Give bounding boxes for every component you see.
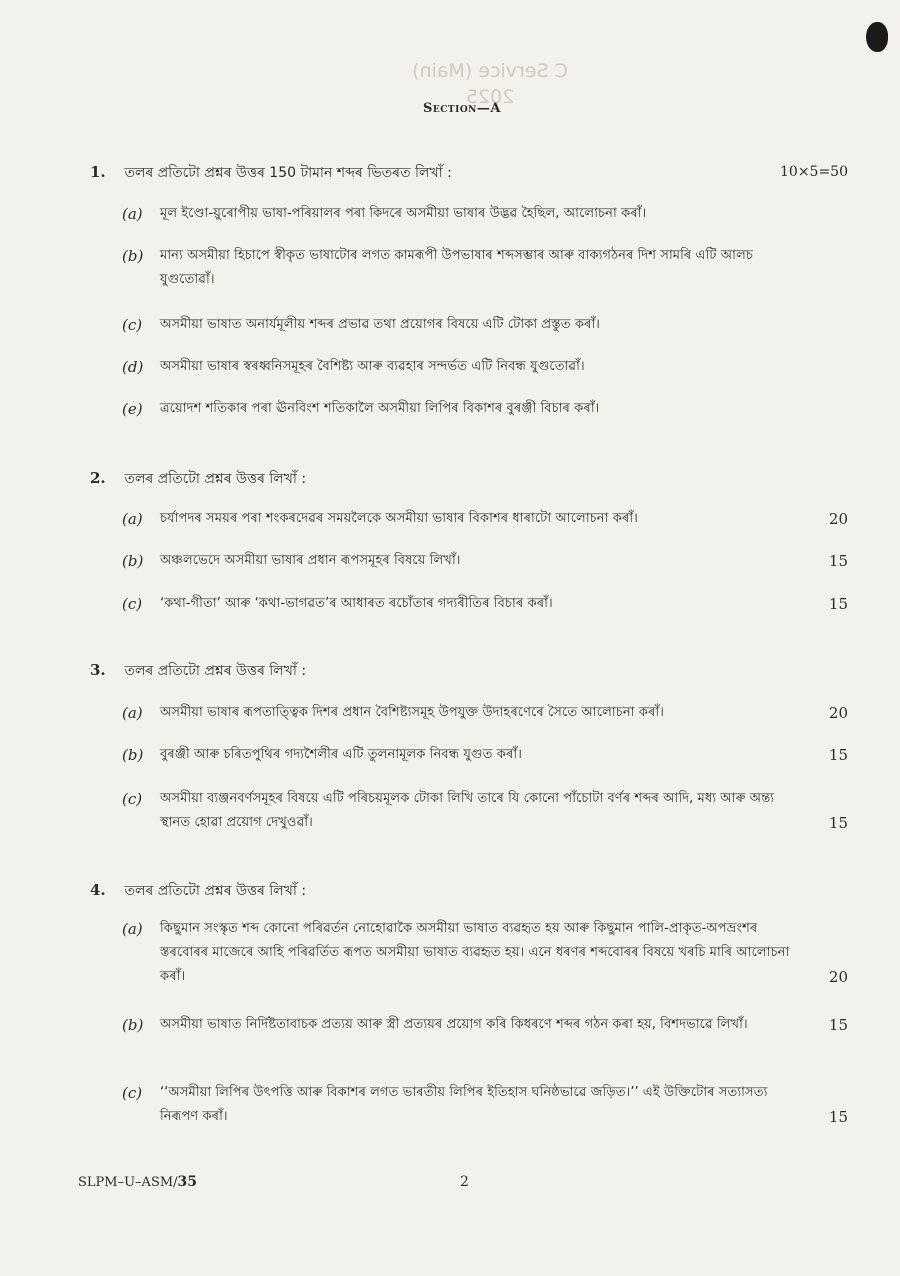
- part-marks: 20: [828, 968, 848, 986]
- question-number: 3.: [90, 661, 106, 679]
- part-text: অসমীয়া ভাষাৰ ৰূপতাত্ত্বিক দিশৰ প্ৰধান বৈশিষ্ট্যসমূহ উপযুক্ত উদাহৰণেৰে সৈতে আলোচনা কৰাঁ।: [160, 705, 664, 720]
- question-4-header: [90, 880, 850, 900]
- question-number: 2.: [90, 469, 106, 487]
- question-4-part-a: [122, 917, 850, 989]
- paper-code: [78, 1174, 197, 1190]
- watermark-line-2: 2025: [465, 86, 515, 108]
- question-1-part-c: [122, 313, 850, 337]
- part-text: অসমীয়া ব্যঞ্জনবৰ্ণসমূহৰ বিষয়ে এটি পৰিচয়মূলক টোকা লিখি তাৰে যি কোনো পাঁচোটা বৰ্ণৰ শব্দৰ আদি, মধ্য আৰু অন্ত্য স্থানত হোৱা প্ৰয়োগ দেখুওৱাঁ।: [160, 791, 775, 830]
- part-text: কিছুমান সংস্কৃত শব্দ কোনো পৰিৱৰ্তন নোহোৱাকৈ অসমীয়া ভাষাত ব্যৱহৃত হয় আৰু কিছুমান পালি-প্ৰাকৃত-অপভ্ৰংশৰ স্তৰবোৰৰ মাজেৰে আহি পৰিৱৰ্তিত ৰূপত অসমীয়া ভাষাত ব্যৱহৃত হয়। এনে ধৰণৰ শব্দবোৰৰ বিষয়ে খৰচি মাৰি আলোচনা কৰাঁ।: [160, 921, 790, 984]
- question-number: 1.: [90, 163, 106, 181]
- part-label: (b): [122, 1016, 144, 1034]
- part-marks: 15: [828, 746, 848, 764]
- ink-blot-mark: [866, 22, 888, 52]
- part-text: মান্য অসমীয়া হিচাপে স্বীকৃত ভাষাটোৰ লগত কামৰূপী উপভাষাৰ শব্দসম্ভাৰ আৰু বাক্যগঠনৰ দিশ সামৰি এটি আলচ যুগুতোৱাঁ।: [160, 248, 754, 287]
- part-text: অসমীয়া ভাষাত নিৰ্দিষ্টতাবাচক প্ৰত্যয় আৰু স্ত্ৰী প্ৰত্যয়ৰ প্ৰয়োগ কৰি কিধৰণে শব্দৰ গঠন কৰা হয়, বিশদভাৱে লিখাঁ।: [160, 1017, 748, 1032]
- part-marks: 15: [828, 595, 848, 613]
- paper-code-number: 35: [177, 1174, 198, 1190]
- part-text: ‘‘অসমীয়া লিপিৰ উৎপত্তি আৰু বিকাশৰ লগত ভাৰতীয় লিপিৰ ইতিহাস ঘনিষ্ঠভাৱে জড়িত।’’ এই উক্তিটোৰ সত্যাসত্য নিৰূপণ কৰাঁ।: [160, 1085, 768, 1124]
- question-4-part-c: [122, 1081, 850, 1129]
- question-4-part-b: [122, 1013, 850, 1037]
- part-label: (a): [122, 510, 143, 528]
- question-3-part-b: [122, 743, 850, 767]
- part-label: (b): [122, 746, 144, 764]
- section-title: Section—A: [423, 101, 501, 116]
- part-text: অসমীয়া ভাষাৰ স্বৰধ্বনিসমূহৰ বৈশিষ্ট্য আৰু ব্যৱহাৰ সন্দৰ্ভত এটি নিবন্ধ যুগুতোৱাঁ।: [160, 359, 585, 374]
- part-text: মূল ইণ্ডো-য়ুৰোপীয় ভাষা-পৰিয়ালৰ পৰা কিদৰে অসমীয়া ভাষাৰ উদ্ভৱ হৈছিল, আলোচনা কৰাঁ।: [160, 206, 647, 221]
- question-2-header: [90, 468, 850, 488]
- question-1-header: [90, 162, 850, 182]
- part-marks: 15: [828, 814, 848, 832]
- paper-code-prefix: SLPM–U–ASM/: [78, 1175, 178, 1190]
- question-1-part-d: [122, 355, 850, 379]
- part-text: ‘কথা-গীতা’ আৰু ‘কথা-ভাগৱত’ৰ আধাৰত ৰচোঁতাৰ গদ্যৰীতিৰ বিচাৰ কৰাঁ।: [160, 596, 553, 611]
- part-label: (a): [122, 704, 143, 722]
- question-instruction: তলৰ প্ৰতিটো প্ৰশ্নৰ উত্তৰ লিখাঁ :: [124, 663, 307, 679]
- part-label: (c): [122, 316, 143, 334]
- question-instruction: তলৰ প্ৰতিটো প্ৰশ্নৰ উত্তৰ লিখাঁ :: [124, 883, 307, 899]
- question-3-part-a: [122, 701, 850, 725]
- part-marks: 20: [828, 510, 848, 528]
- part-marks: 15: [828, 1016, 848, 1034]
- watermark-line-1: C Service (Main): [412, 60, 568, 82]
- part-text: বুৰঞ্জী আৰু চৰিতপুথিৰ গদ্যশৈলীৰ এটি তুলনামূলক নিবন্ধ যুগুত কৰাঁ।: [160, 747, 522, 762]
- part-label: (a): [122, 920, 143, 938]
- question-1-part-b: [122, 244, 850, 292]
- question-1-part-a: [122, 202, 850, 226]
- part-text: অঞ্চলভেদে অসমীয়া ভাষাৰ প্ৰধান ৰূপসমূহৰ বিষয়ে লিখাঁ।: [160, 553, 461, 568]
- part-marks: 15: [828, 1108, 848, 1126]
- part-label: (c): [122, 595, 143, 613]
- part-text: অসমীয়া ভাষাত অনাৰ্যমূলীয় শব্দৰ প্ৰভাৱ তথা প্ৰয়োগৰ বিষয়ে এটি টোকা প্ৰস্তুত কৰাঁ।: [160, 317, 601, 332]
- part-label: (c): [122, 1084, 143, 1102]
- part-text: চৰ্যাপদৰ সময়ৰ পৰা শংকৰদেৱৰ সময়লৈকে অসমীয়া ভাষাৰ বিকাশৰ ধাৰাটো আলোচনা কৰাঁ।: [160, 511, 638, 526]
- question-number: 4.: [90, 881, 106, 899]
- part-label: (b): [122, 552, 144, 570]
- question-3-part-c: [122, 787, 850, 835]
- part-marks: 15: [828, 552, 848, 570]
- question-1-part-e: [122, 397, 850, 421]
- question-2-part-b: [122, 549, 850, 573]
- part-label: (b): [122, 247, 144, 265]
- part-label: (c): [122, 790, 143, 808]
- page-number: 2: [460, 1174, 469, 1190]
- part-label: (a): [122, 205, 143, 223]
- part-label: (d): [122, 358, 144, 376]
- part-text: ত্ৰয়োদশ শতিকাৰ পৰা ঊনবিংশ শতিকালৈ অসমীয়া লিপিৰ বিকাশৰ বুৰঞ্জী বিচাৰ কৰাঁ।: [160, 401, 600, 416]
- part-label: (e): [122, 400, 143, 418]
- question-marks: 10×5=50: [780, 164, 848, 180]
- question-3-header: [90, 660, 850, 680]
- question-2-part-a: [122, 507, 850, 531]
- question-instruction: তলৰ প্ৰতিটো প্ৰশ্নৰ উত্তৰ লিখাঁ :: [124, 471, 307, 487]
- part-marks: 20: [828, 704, 848, 722]
- question-2-part-c: [122, 592, 850, 616]
- question-instruction: তলৰ প্ৰতিটো প্ৰশ্নৰ উত্তৰ 150 টামান শব্দৰ ভিতৰত লিখাঁ :: [124, 165, 452, 181]
